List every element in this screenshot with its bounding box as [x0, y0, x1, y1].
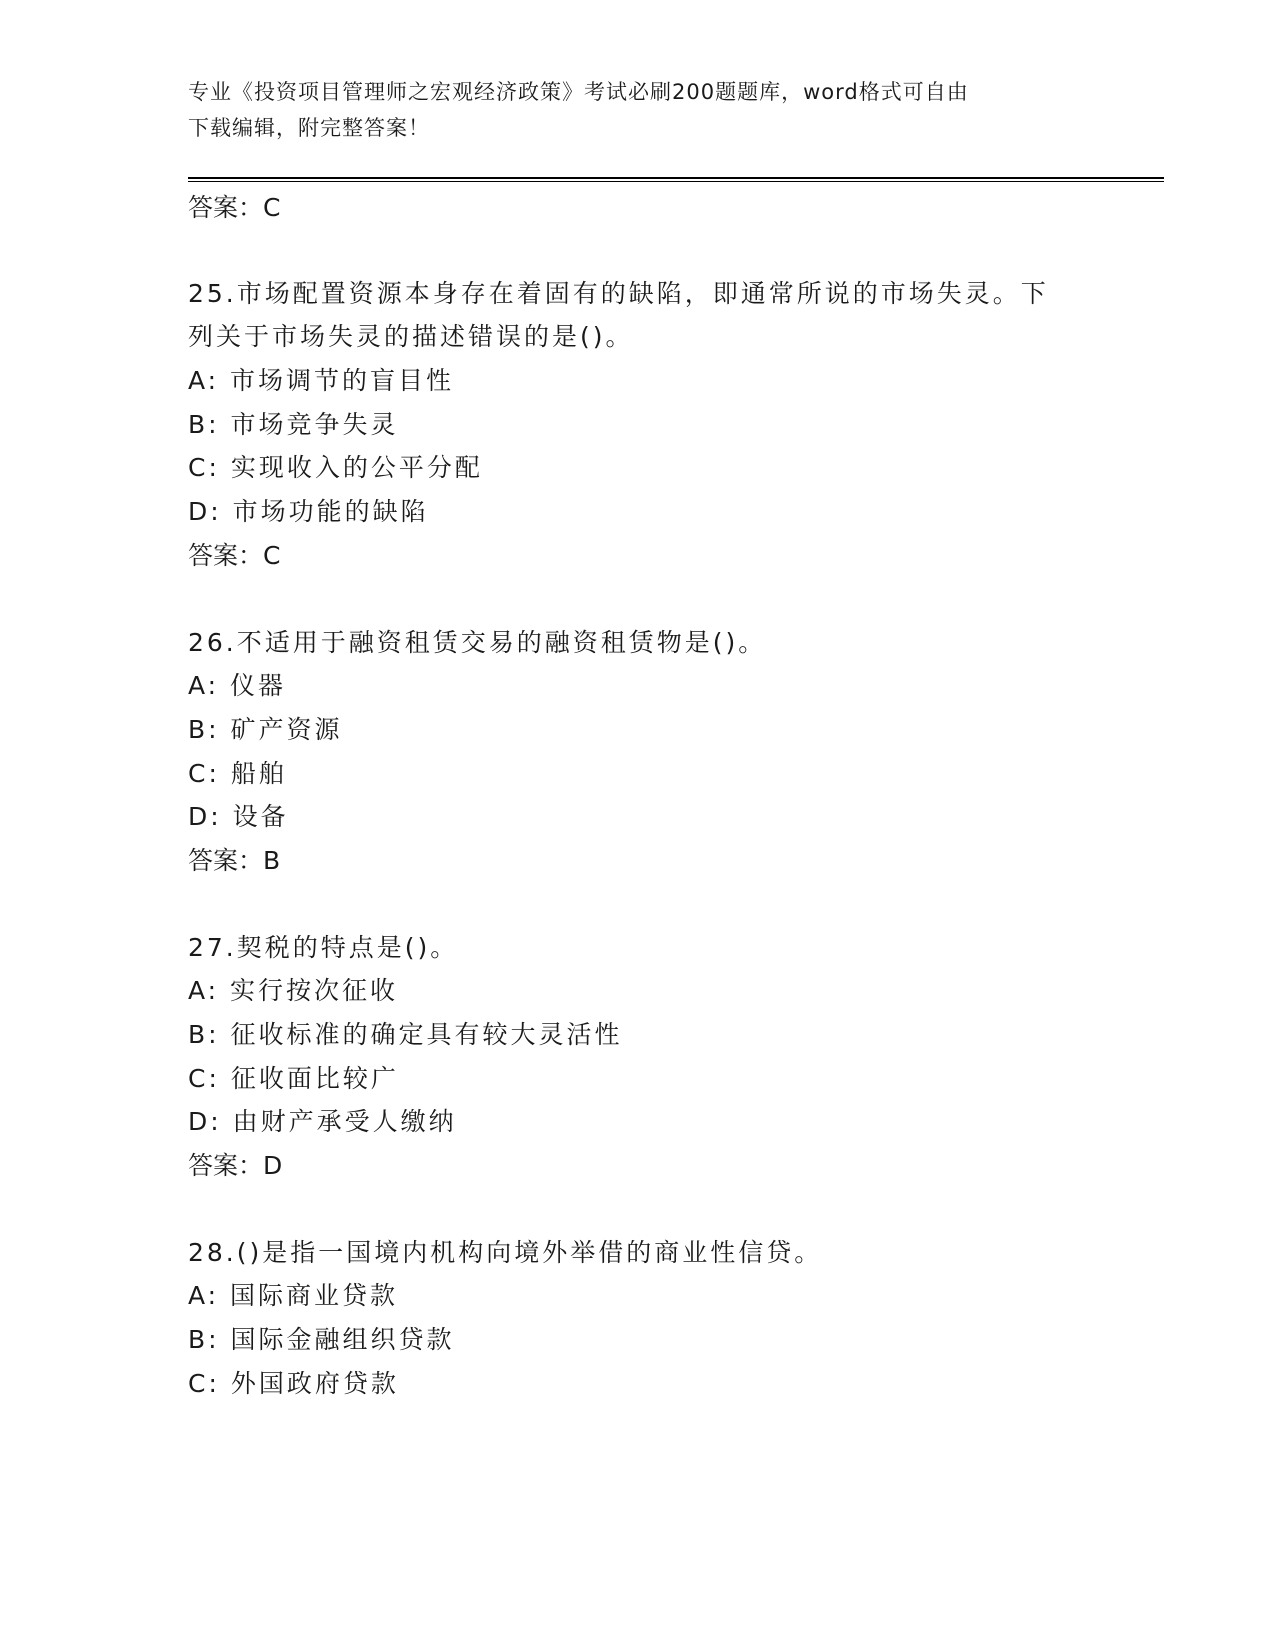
question-26-option-c: C: 船舶	[188, 759, 287, 788]
question-28-option-c: C: 外国政府贷款	[188, 1369, 399, 1398]
document-header	[188, 74, 1088, 146]
question-27-answer: 答案：D	[188, 1151, 283, 1180]
header-line-2: 下载编辑，附完整答案！	[188, 116, 430, 140]
question-25-option-b: B: 市场竞争失灵	[188, 410, 399, 439]
question-27-option-c: C: 征收面比较广	[188, 1064, 399, 1093]
question-28-option-b: B: 国际金融组织贷款	[188, 1325, 455, 1354]
question-27-option-d: D: 由财产承受人缴纳	[188, 1107, 457, 1136]
question-26-text: 26.不适用于融资租赁交易的融资租赁物是()。	[188, 628, 767, 657]
question-25-answer: 答案：C	[188, 541, 281, 570]
question-25-option-d: D: 市场功能的缺陷	[188, 497, 429, 526]
question-28-text: 28.()是指一国境内机构向境外举借的商业性信贷。	[188, 1238, 823, 1267]
question-27-option-b: B: 征收标准的确定具有较大灵活性	[188, 1020, 623, 1049]
header-line-1: 专业《投资项目管理师之宏观经济政策》考试必刷200题题库，word格式可自由	[188, 80, 969, 104]
question-25-text-line-1: 25.市场配置资源本身存在着固有的缺陷，即通常所说的市场失灵。下	[188, 279, 1049, 308]
question-25-text-line-2: 列关于市场失灵的描述错误的是()。	[188, 322, 634, 351]
question-28-option-a: A: 国际商业贷款	[188, 1281, 399, 1310]
question-25-option-a: A: 市场调节的盲目性	[188, 366, 455, 395]
question-26-option-d: D: 设备	[188, 802, 289, 831]
question-26-answer: 答案：B	[188, 846, 281, 875]
previous-answer: 答案：C	[188, 193, 281, 222]
question-25-option-c: C: 实现收入的公平分配	[188, 453, 483, 482]
question-26-option-a: A: 仪器	[188, 671, 287, 700]
question-27-text: 27.契税的特点是()。	[188, 933, 459, 962]
question-27-option-a: A: 实行按次征收	[188, 976, 399, 1005]
header-divider	[188, 177, 1164, 182]
question-26-option-b: B: 矿产资源	[188, 715, 343, 744]
